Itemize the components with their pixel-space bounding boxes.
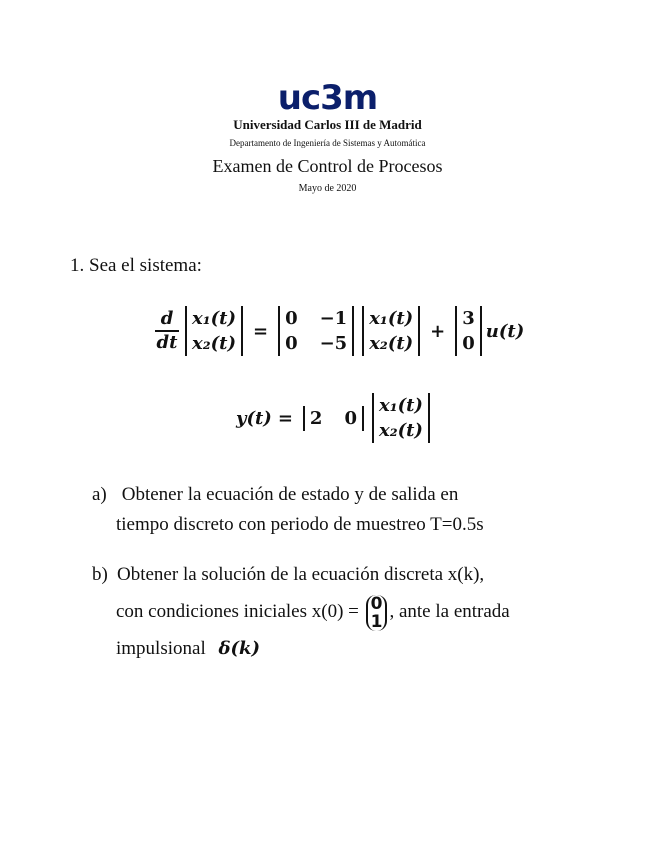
matrix-a bbox=[278, 306, 354, 356]
exam-title: Examen de Control de Procesos bbox=[212, 156, 443, 176]
state-vector bbox=[185, 306, 243, 356]
part-a bbox=[92, 480, 582, 540]
matrix-c bbox=[303, 406, 364, 431]
state-x2: x₂(t) bbox=[369, 333, 414, 354]
part-b bbox=[92, 560, 582, 664]
part-b-line1: Obtener la solución de la ecuación discreta x(k), bbox=[117, 564, 485, 585]
university-name: Universidad Carlos III de Madrid bbox=[233, 117, 422, 132]
part-a-line1: Obtener la ecuación de estado y de salida en bbox=[121, 484, 459, 505]
a-11: 0 bbox=[285, 308, 298, 329]
input-signal: u(t) bbox=[485, 320, 525, 342]
output-signal: y(t) bbox=[236, 407, 272, 429]
a-21: 0 bbox=[285, 333, 298, 354]
state-x1: x₁(t) bbox=[369, 308, 414, 329]
equals-sign: = bbox=[252, 320, 269, 342]
exam-date: Mayo de 2020 bbox=[298, 183, 357, 194]
part-b-line3: impulsional bbox=[116, 638, 206, 659]
derivative-operator bbox=[155, 308, 179, 354]
c-1: 2 bbox=[309, 407, 323, 429]
state-vector bbox=[362, 306, 420, 356]
initial-condition-vector bbox=[366, 595, 388, 631]
part-b-line2-after: , ante la entrada bbox=[389, 601, 510, 622]
department-name: Departamento de Ingeniería de Sistemas y Automática bbox=[229, 138, 426, 148]
state-x1: x₁(t) bbox=[378, 395, 423, 416]
derivative-denominator: dt bbox=[156, 332, 178, 353]
derivative-numerator: d bbox=[160, 308, 174, 329]
output-equation bbox=[236, 393, 434, 443]
state-x2: x₂(t) bbox=[192, 333, 236, 354]
part-b-label: b) bbox=[92, 564, 108, 585]
b-1: 3 bbox=[462, 308, 475, 329]
part-a-line2: tiempo discreto con periodo de muestreo T=0.5s bbox=[116, 514, 484, 535]
a-22: −5 bbox=[319, 333, 348, 354]
initial-x2: 1 bbox=[370, 611, 383, 632]
matrix-b bbox=[455, 306, 482, 356]
equals-sign: = bbox=[277, 407, 293, 429]
state-equation bbox=[155, 306, 524, 356]
part-a-label: a) bbox=[92, 484, 107, 505]
state-x1: x₁(t) bbox=[192, 308, 236, 329]
initial-x1: 0 bbox=[370, 593, 383, 614]
impulse-signal: δ(k) bbox=[218, 638, 260, 659]
state-vector bbox=[372, 393, 430, 443]
b-2: 0 bbox=[462, 333, 475, 354]
part-b-line2-before: con condiciones iniciales x(0) = bbox=[116, 601, 359, 622]
question-heading: 1. Sea el sistema: bbox=[70, 255, 202, 276]
uc3m-logo: uc3m bbox=[277, 78, 378, 118]
a-12: −1 bbox=[319, 308, 348, 329]
state-x2: x₂(t) bbox=[378, 420, 423, 441]
plus-sign: + bbox=[430, 320, 446, 342]
c-2: 0 bbox=[344, 407, 357, 429]
